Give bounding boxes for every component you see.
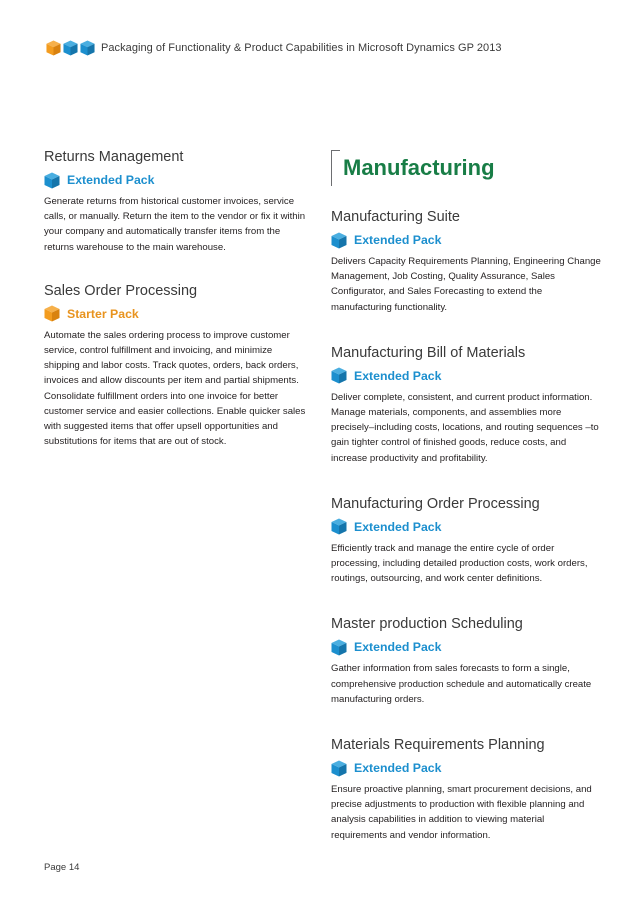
section-description: Delivers Capacity Requirements Planning, Engineering Change Management, Job Costing, Quality Assurance, Sales Configurator, and Sales Forecasting to extend the manufacturing functionality.: [331, 256, 601, 313]
pack-badge: [44, 171, 306, 189]
box-blue-icon: [44, 172, 60, 189]
header-cubes: [46, 40, 95, 56]
pack-label: Extended Pack: [354, 519, 442, 534]
pack-label: Extended Pack: [354, 761, 442, 776]
feature-master-production-scheduling: [331, 615, 601, 707]
feature-returns-management: [44, 148, 306, 255]
pack-label: Extended Pack: [354, 640, 442, 655]
box-blue-icon: [63, 40, 78, 56]
pack-badge: [331, 638, 601, 656]
feature-materials-requirements-planning: [331, 736, 601, 843]
heading-rule-tick: [331, 150, 340, 151]
box-blue-icon: [331, 518, 347, 535]
pack-label: Extended Pack: [354, 368, 442, 383]
section-title: Materials Requirements Planning: [331, 737, 545, 754]
section-description: Gather information from sales forecasts to form a single, comprehensive production schedule and automatically create manufacturing orders.: [331, 663, 592, 705]
pack-badge: [331, 518, 601, 536]
left-column: [44, 148, 306, 476]
page-header: [46, 37, 502, 59]
heading-rule: [331, 150, 332, 186]
feature-manufacturing-order-processing: [331, 495, 601, 587]
box-blue-icon: [331, 639, 347, 656]
pack-badge: [44, 305, 306, 323]
feature-manufacturing-bill-of-materials: [331, 344, 601, 466]
feature-manufacturing-suite: [331, 208, 601, 315]
pack-badge: [331, 367, 601, 385]
pack-badge: [331, 759, 601, 777]
section-description: Ensure proactive planning, smart procurement decisions, and precise adjustments to production with flexible planning and analysis capabilities in addition to viewing material requirements and vendor information.: [331, 784, 592, 841]
box-blue-icon: [331, 367, 347, 384]
manufacturing-column: [331, 150, 601, 872]
section-title: Master production Scheduling: [331, 616, 523, 633]
pack-label: Starter Pack: [67, 306, 139, 321]
section-description: Automate the sales ordering process to improve customer service, control fulfillment and invoicing, and minimize shipping and labor costs. Track quotes, orders, back orders, invoices and allow discounts per item and partial shipments. Consolidate fulfillment orders into one invoice for better customer service and easier collections. Enable quicker sales with suggested items that offer upsell opportunities and substitutions for items that are out of stock.: [44, 329, 306, 448]
box-blue-icon: [331, 232, 347, 249]
box-orange-icon: [46, 40, 61, 56]
pack-label: Extended Pack: [67, 173, 155, 187]
box-orange-icon: [44, 305, 60, 322]
section-title: Returns Management: [44, 149, 184, 165]
manufacturing-title: Manufacturing: [343, 155, 495, 180]
feature-sales-order-processing: [44, 282, 306, 450]
page-number: Page 14: [44, 862, 80, 873]
box-blue-icon: [331, 760, 347, 777]
section-description: Deliver complete, consistent, and current product information. Manage materials, components, and assemblies more precisely–including costs, locations, and routing sequences –to gain tighter control of finished goods, reduce costs, and increase productivity and profitability.: [331, 391, 599, 464]
manufacturing-heading: [331, 150, 601, 186]
pack-badge: [331, 231, 601, 249]
box-blue-icon: [80, 40, 95, 56]
section-title: Manufacturing Bill of Materials: [331, 344, 526, 361]
pack-label: Extended Pack: [354, 233, 442, 247]
section-title: Sales Order Processing: [44, 282, 198, 299]
section-title: Manufacturing Suite: [331, 209, 460, 225]
section-description: Generate returns from historical customer invoices, service calls, or manually. Return the item to the vendor or fix it within your company and automatically transfer items from the returns warehouse to the main warehouse.: [44, 196, 306, 253]
document-title: Packaging of Functionality & Product Capabilities in Microsoft Dynamics GP 2013: [101, 42, 502, 54]
section-description: Efficiently track and manage the entire cycle of order processing, including detailed production costs, work orders, routings, outsourcing, and work center definitions.: [331, 542, 588, 585]
section-title: Manufacturing Order Processing: [331, 495, 540, 512]
